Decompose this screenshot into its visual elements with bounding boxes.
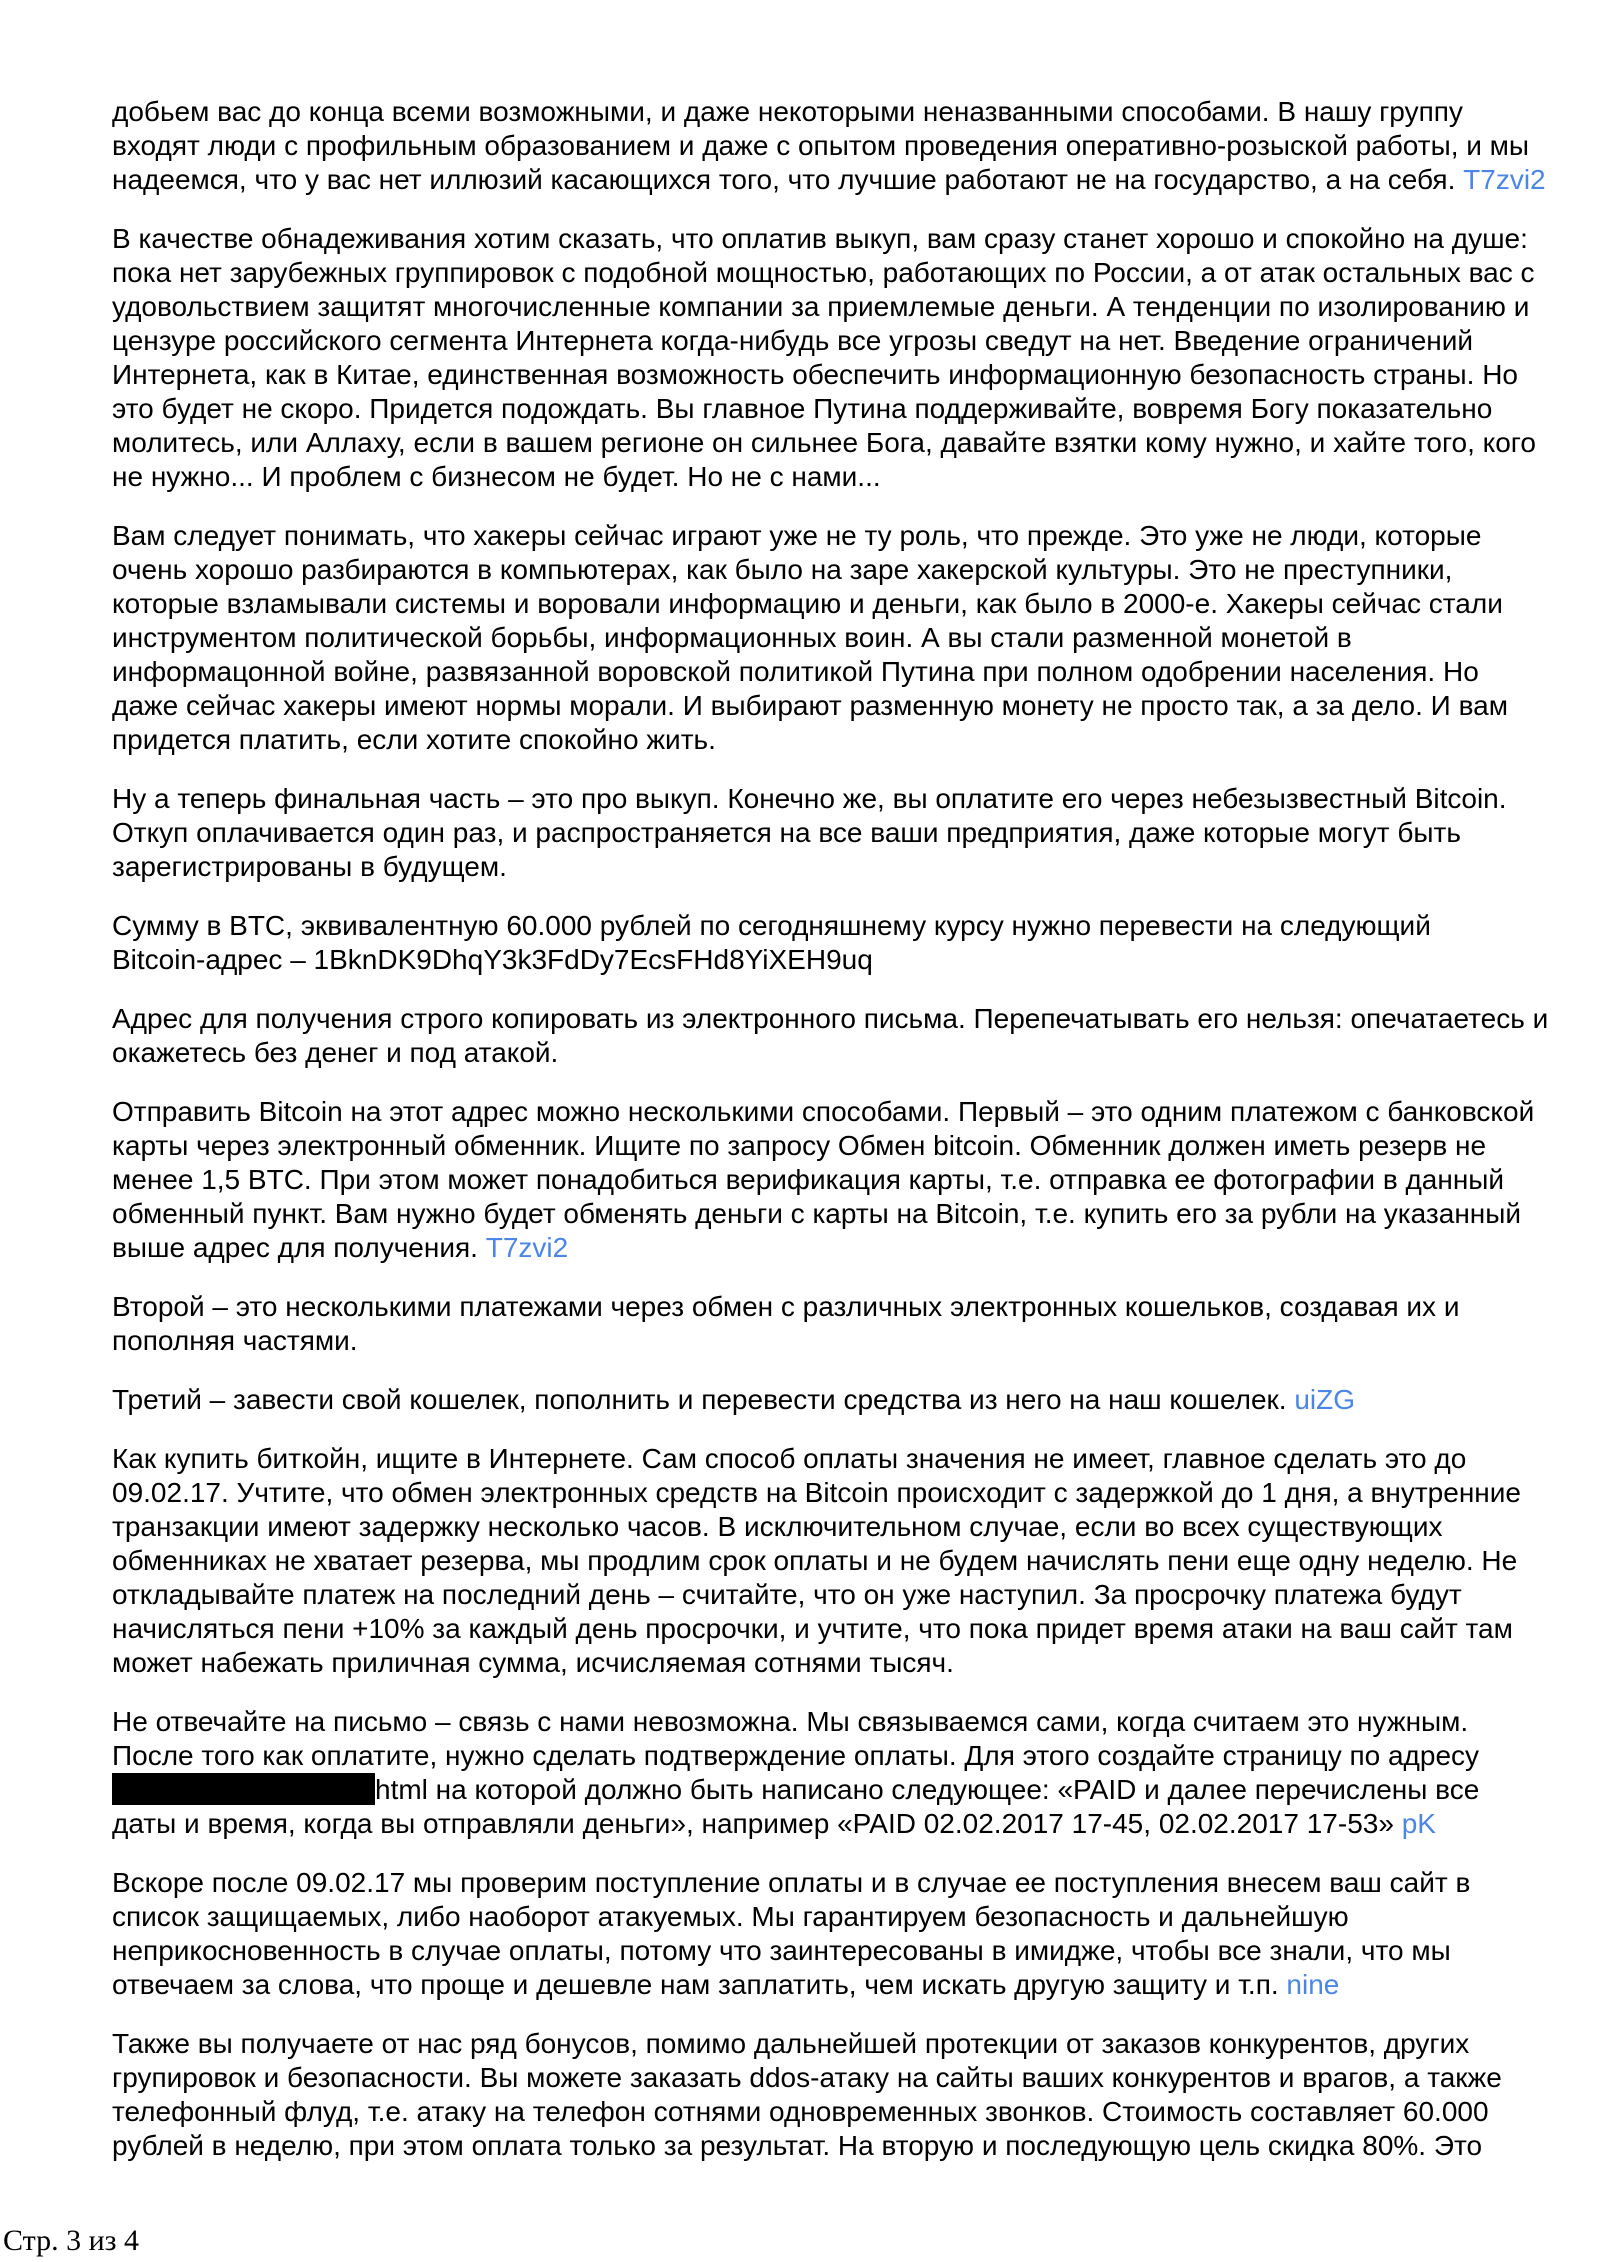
text-line (112, 1231, 1542, 1265)
paragraph-3 (112, 519, 1542, 757)
text-line (112, 2061, 1542, 2095)
page-number: Стр. 3 из 4 (3, 2224, 139, 2257)
text-run: Как купить биткойн, ищите в Интернете. Сам способ оплаты значения не имеет, главное сделать это до (112, 1443, 1467, 1474)
text-line (112, 358, 1542, 392)
text-line (112, 943, 1542, 977)
text-run: Bitcoin-адрес – 1BknDK9DhqY3k3FdDy7EcsFHd8YiXEH9uq (112, 944, 873, 975)
text-run: пока нет зарубежных группировок с подобной мощностью, работающих по России, а от атак остальных вас с (112, 257, 1535, 288)
redacted-bar (112, 1773, 375, 1805)
text-line (112, 290, 1542, 324)
text-line (112, 1095, 1542, 1129)
text-line (112, 2027, 1542, 2061)
text-run: менее 1,5 BTC. При этом может понадобиться верификация карты, т.е. отправка ее фотографии в данный (112, 1164, 1505, 1195)
text-line (112, 129, 1542, 163)
text-run: инструментом политической борьбы, информационных воин. А вы стали разменной монетой в (112, 622, 1352, 653)
text-line (112, 1476, 1542, 1510)
text-line (112, 553, 1542, 587)
text-run: зарегистрированы в будущем. (112, 851, 507, 882)
text-run: В качестве обнадеживания хотим сказать, что оплатив выкуп, вам сразу станет хорошо и спокойно на душе: (112, 223, 1528, 254)
text-line (112, 621, 1542, 655)
text-line (112, 1646, 1542, 1680)
text-line (112, 1036, 1542, 1070)
text-line (112, 324, 1542, 358)
text-run: очень хорошо разбираются в компьютерах, как было на заре хакерской культуры. Это не преступники, (112, 554, 1453, 585)
paragraph-8 (112, 1290, 1542, 1358)
text-line (112, 1383, 1542, 1417)
paragraph-5 (112, 909, 1542, 977)
text-line (112, 782, 1542, 816)
text-run: откладывайте платеж на последний день – считайте, что он уже наступил. За просрочку платежа будут (112, 1579, 1462, 1610)
text-run: групировок и безопасности. Вы можете заказать ddos-атаку на сайты ваших конкурентов и врагов, а также (112, 2062, 1502, 2093)
inline-link[interactable]: uiZG (1294, 1384, 1356, 1415)
paragraph-2 (112, 222, 1542, 494)
inline-link[interactable]: T7zvi2 (485, 1232, 569, 1263)
text-line (112, 1129, 1542, 1163)
text-line (112, 1705, 1542, 1739)
text-run: надеемся, что у вас нет иллюзий касающихся того, что лучшие работают не на государство, а на себя. (112, 164, 1464, 195)
text-line (112, 2129, 1542, 2163)
text-run: Вам следует понимать, что хакеры сейчас играют уже не ту роль, что прежде. Это уже не люди, которые (112, 520, 1482, 551)
text-line (112, 689, 1542, 723)
text-line (112, 1612, 1542, 1646)
text-line (112, 392, 1542, 426)
text-run: придется платить, если хотите спокойно жить. (112, 724, 716, 755)
text-line (112, 519, 1542, 553)
text-line (112, 909, 1542, 943)
text-run: карты через электронный обменник. Ищите по запросу Обмен bitcoin. Обменник должен иметь резерв не (112, 1130, 1487, 1161)
text-run: молитесь, или Аллаху, если в вашем регионе он сильнее Бога, давайте взятки кому нужно, и хайте того, кого (112, 427, 1536, 458)
text-run: выше адрес для получения. (112, 1232, 486, 1263)
text-run: даже сейчас хакеры имеют нормы морали. И выбирают разменную монету не просто так, а за дело. И вам (112, 690, 1508, 721)
paragraph-10 (112, 1442, 1542, 1680)
text-line (112, 1510, 1542, 1544)
text-line (112, 1739, 1542, 1773)
text-line (112, 1324, 1542, 1358)
text-line (112, 1900, 1542, 1934)
text-run: Адрес для получения строго копировать из электронного письма. Перепечатывать его нельзя: опечатаетесь и (112, 1003, 1549, 1034)
text-run: отвечаем за слова, что проще и дешевле нам заплатить, чем искать другую защиту и т.п. (112, 1969, 1287, 2000)
text-line (112, 460, 1542, 494)
text-run: 09.02.17. Учтите, что обмен электронных средств на Bitcoin происходит с задержкой до 1 дня, а внутренние (112, 1477, 1521, 1508)
inline-link[interactable]: nine (1286, 1969, 1340, 2000)
text-line (112, 2095, 1542, 2129)
text-run: это будет не скоро. Придется подождать. Вы главное Путина поддерживайте, вовремя Богу показательно (112, 393, 1493, 424)
text-run: неприкосновенность в случае оплаты, потому что заинтересованы в имидже, чтобы все знали, что мы (112, 1935, 1451, 1966)
text-run: даты и время, когда вы отправляли деньги», например «PAID 02.02.2017 17-45, 02.02.2017 17-53» (112, 1808, 1402, 1839)
text-line (112, 1968, 1542, 2002)
text-line (112, 1866, 1542, 1900)
text-line (112, 1163, 1542, 1197)
text-run: пополняя частями. (112, 1325, 358, 1356)
text-run: рублей в неделю, при этом оплата только за результат. На вторую и последующую цель скидка 80%. Это (112, 2130, 1483, 2161)
text-run: может набежать приличная сумма, исчисляемая сотнями тысяч. (112, 1647, 954, 1678)
text-run: Сумму в BTC, эквивалентную 60.000 рублей по сегодняшнему курсу нужно перевести на следующий (112, 910, 1431, 941)
text-run: Отправить Bitcoin на этот адрес можно несколькими способами. Первый – это одним платежом с банковской (112, 1096, 1535, 1127)
text-run: начисляться пени +10% за каждый день просрочки, и учтите, что пока придет время атаки на ваш сайт там (112, 1613, 1513, 1644)
text-line (112, 1578, 1542, 1612)
paragraph-1 (112, 95, 1546, 197)
text-run: которые взламывали системы и воровали информацию и деньги, как было в 2000-е. Хакеры сейчас стали (112, 588, 1503, 619)
text-line (112, 163, 1546, 197)
inline-link[interactable]: pK (1401, 1808, 1436, 1839)
text-run: входят люди с профильным образованием и даже с опытом проведения оперативно-розыской работы, и мы (112, 130, 1530, 161)
paragraph-11 (112, 1705, 1542, 1841)
text-line (112, 222, 1542, 256)
text-run: Третий – завести свой кошелек, пополнить и перевести средства из него на наш кошелек. (112, 1384, 1295, 1415)
text-line (112, 1002, 1549, 1036)
paragraph-9 (112, 1383, 1542, 1417)
text-run: Ну а теперь финальная часть – это про выкуп. Конечно же, вы оплатите его через небезызвестный Bitcoin. (112, 783, 1507, 814)
text-line (112, 655, 1542, 689)
text-run: телефонный флуд, т.е. атаку на телефон сотнями одновременных звонков. Стоимость составляет 60.000 (112, 2096, 1489, 2127)
paragraph-7 (112, 1095, 1542, 1265)
text-line (112, 1934, 1542, 1968)
text-run: Откуп оплачивается один раз, и распространяется на все ваши предприятия, даже которые могут быть (112, 817, 1461, 848)
inline-link[interactable]: T7zvi2 (1463, 164, 1546, 195)
text-run: html на которой должно быть написано следующее: «PAID и далее перечислены все (375, 1774, 1480, 1805)
paragraph-12 (112, 1866, 1542, 2002)
text-line (112, 1544, 1542, 1578)
text-line (112, 723, 1542, 757)
paragraph-6 (112, 1002, 1549, 1070)
text-run: список защищаемых, либо наоборот атакуемых. Мы гарантируем безопасность и дальнейшую (112, 1901, 1349, 1932)
text-run: не нужно... И проблем с бизнесом не будет. Но не с нами... (112, 461, 881, 492)
text-line (112, 426, 1542, 460)
text-line (112, 587, 1542, 621)
text-line (112, 256, 1542, 290)
text-line (112, 1197, 1542, 1231)
text-line (112, 1442, 1542, 1476)
text-run: После того как оплатите, нужно сделать подтверждение оплаты. Для этого создайте страницу по адресу (112, 1740, 1480, 1771)
paragraph-13 (112, 2027, 1542, 2163)
text-run: обменниках не хватает резерва, мы продлим срок оплаты и не будем начислять пени еще одну неделю. Не (112, 1545, 1518, 1576)
text-run: информацонной войне, развязанной воровской политикой Путина при полном одобрении населения. Но (112, 656, 1479, 687)
text-run: окажетесь без денег и под атакой. (112, 1037, 559, 1068)
text-run: Не отвечайте на письмо – связь с нами невозможна. Мы связываемся сами, когда считаем это нужным. (112, 1706, 1469, 1737)
text-run: Второй – это несколькими платежами через обмен с различных электронных кошельков, создавая их и (112, 1291, 1460, 1322)
text-line (112, 1773, 1542, 1807)
text-run: транзакции имеют задержку несколько часов. В исключительном случае, если во всех существующих (112, 1511, 1443, 1542)
text-line (112, 1290, 1542, 1324)
text-run: обменный пункт. Вам нужно будет обменять деньги с карты на Bitcoin, т.е. купить его за рубли на указанный (112, 1198, 1522, 1229)
document-text (112, 95, 1549, 2188)
paragraph-4 (112, 782, 1542, 884)
text-run: цензуре российского сегмента Интернета когда-нибудь все угрозы сведут на нет. Введение ограничений (112, 325, 1474, 356)
text-run: Также вы получаете от нас ряд бонусов, помимо дальнейшей протекции от заказов конкурентов, других (112, 2028, 1470, 2059)
text-run: Вскоре после 09.02.17 мы проверим поступление оплаты и в случае ее поступления внесем ваш сайт в (112, 1867, 1471, 1898)
text-run: добьем вас до конца всеми возможными, и даже некоторыми неназванными способами. В нашу группу (112, 96, 1463, 127)
text-run: Интернета, как в Китае, единственная возможность обеспечить информационную безопасность страны. Но (112, 359, 1518, 390)
text-line (112, 1807, 1542, 1841)
text-line (112, 95, 1542, 129)
text-line (112, 816, 1542, 850)
text-run: удовольствием защитят многочисленные компании за приемлемые деньги. А тенденции по изолированию и (112, 291, 1530, 322)
text-line (112, 850, 1542, 884)
